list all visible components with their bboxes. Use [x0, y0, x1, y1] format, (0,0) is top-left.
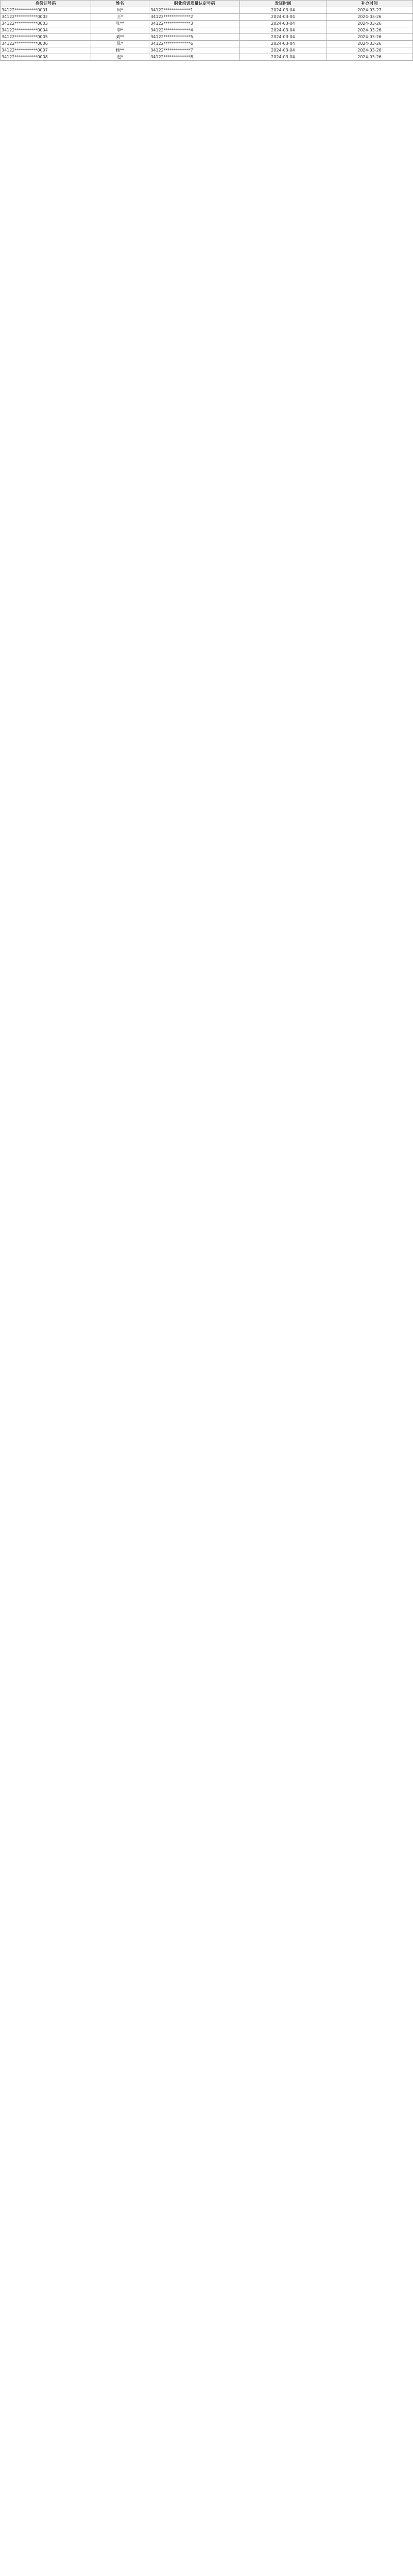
id-number-cell: 34122***********0002 — [1, 14, 91, 21]
certificate-number-cell: 34122*************4 — [149, 27, 240, 34]
column-header: 职业培训质量认定号码 — [149, 1, 240, 7]
id-number-cell: 34122***********0004 — [1, 27, 91, 34]
table-row — [1, 54, 413, 61]
table-row — [1, 34, 413, 41]
issue-date-cell: 2024-03-04 — [240, 7, 326, 14]
reissue-date-cell: 2024-03-27 — [326, 7, 413, 14]
certificate-number-cell: 34122*************2 — [149, 14, 240, 21]
issue-date-cell: 2024-03-04 — [240, 14, 326, 21]
table-row — [1, 21, 413, 27]
table-row — [1, 27, 413, 34]
column-header: 发证时间 — [240, 1, 326, 7]
name-cell: 张** — [91, 21, 149, 27]
reissue-date-cell: 2024-03-26 — [326, 14, 413, 21]
column-header: 补办时间 — [326, 1, 413, 7]
table-header-row — [1, 1, 413, 7]
table-row — [1, 47, 413, 54]
certificate-number-cell: 34122*************3 — [149, 21, 240, 27]
reissue-date-cell: 2024-03-26 — [326, 47, 413, 54]
id-number-cell: 34122***********0001 — [1, 7, 91, 14]
column-header: 身份证号码 — [1, 1, 91, 7]
certificate-number-cell: 34122*************1 — [149, 7, 240, 14]
certificate-number-cell: 34122*************7 — [149, 47, 240, 54]
certificate-number-cell: 34122*************6 — [149, 41, 240, 47]
id-number-cell: 34122***********0006 — [1, 41, 91, 47]
certificate-number-cell: 34122*************5 — [149, 34, 240, 41]
table-row — [1, 14, 413, 21]
certificate-table — [0, 0, 413, 61]
name-cell: 周* — [91, 7, 149, 14]
issue-date-cell: 2024-03-04 — [240, 27, 326, 34]
table-row — [1, 41, 413, 47]
reissue-date-cell: 2024-03-26 — [326, 27, 413, 34]
reissue-date-cell: 2024-03-26 — [326, 34, 413, 41]
issue-date-cell: 2024-03-04 — [240, 47, 326, 54]
issue-date-cell: 2024-03-04 — [240, 41, 326, 47]
certificate-number-cell: 34122*************8 — [149, 54, 240, 61]
table-row — [1, 7, 413, 14]
issue-date-cell: 2024-03-04 — [240, 34, 326, 41]
table-body — [1, 7, 413, 61]
issue-date-cell: 2024-03-04 — [240, 21, 326, 27]
name-cell: 赵* — [91, 54, 149, 61]
name-cell: 刘** — [91, 34, 149, 41]
column-header: 姓名 — [91, 1, 149, 7]
issue-date-cell: 2024-03-04 — [240, 54, 326, 61]
name-cell: 陈* — [91, 41, 149, 47]
document-page — [0, 0, 413, 61]
id-number-cell: 34122***********0005 — [1, 34, 91, 41]
name-cell: 王* — [91, 14, 149, 21]
id-number-cell: 34122***********0007 — [1, 47, 91, 54]
id-number-cell: 34122***********0003 — [1, 21, 91, 27]
name-cell: 杨** — [91, 47, 149, 54]
reissue-date-cell: 2024-03-26 — [326, 54, 413, 61]
id-number-cell: 34122***********0008 — [1, 54, 91, 61]
name-cell: 李* — [91, 27, 149, 34]
reissue-date-cell: 2024-03-26 — [326, 41, 413, 47]
reissue-date-cell: 2024-03-26 — [326, 21, 413, 27]
